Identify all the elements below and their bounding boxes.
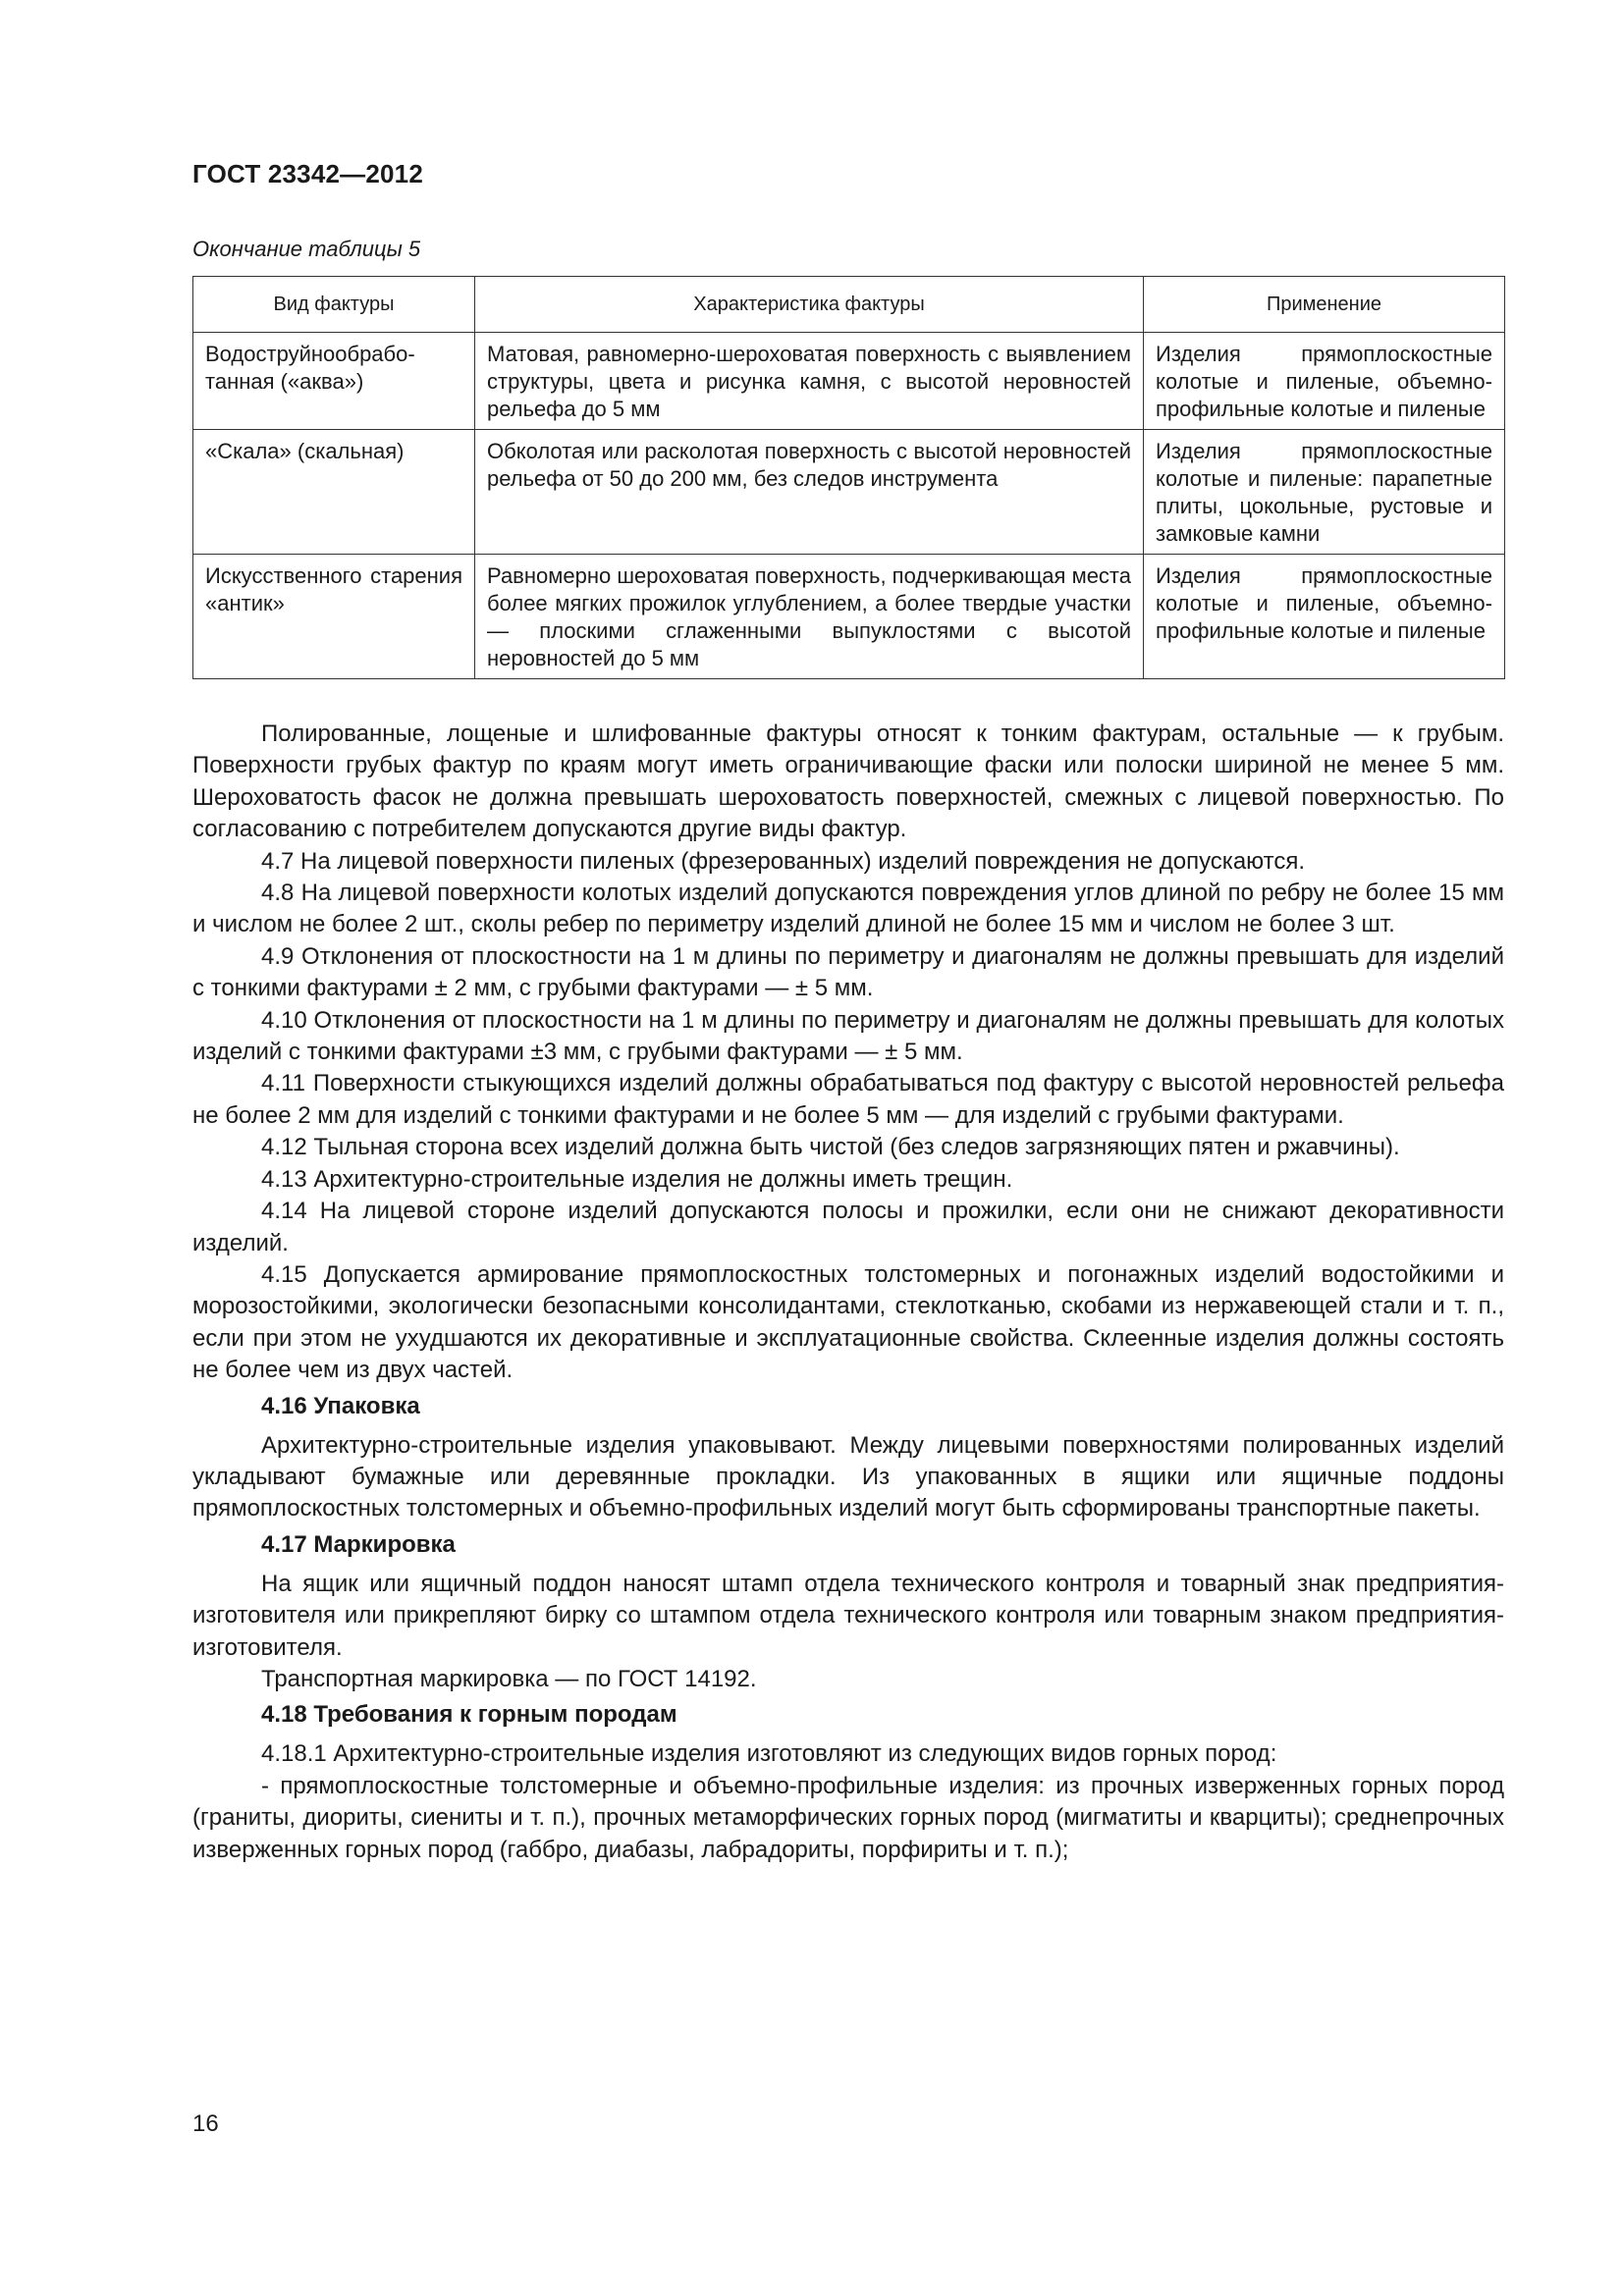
table-row	[193, 333, 1505, 430]
texture-type-cell: Искусственного старения «антик»	[193, 555, 475, 679]
section-heading-rock-requirements: 4.18 Требования к горным породам	[261, 1701, 677, 1729]
texture-characteristic-cell: Обколотая или расколотая поверхность с высотой неровностей рельефа от 50 до 200 мм, без следов инструмента	[475, 430, 1144, 555]
document-code-header: ГОСТ 23342—2012	[192, 159, 423, 188]
column-header: Вид фактуры	[193, 277, 475, 333]
texture-characteristic-cell: Равномерно шероховатая поверхность, подчеркивающая места более мягких прожилок углублением, а более твердые участки — плоскими сглаженными выпуклостями с высотой неровностей до 5 мм	[475, 555, 1144, 679]
paragraph-4-13: 4.13 Архитектурно-строительные изделия не должны иметь трещин.	[261, 1165, 1013, 1193]
column-header: Характеристика фактуры	[475, 277, 1144, 333]
paragraph-4-15: 4.15 Допускается армирование прямоплоскостных толстомерных и погонажных изделий водостойкими и морозостойкими, экологически безопасными консолидантами, стеклотканью, скобами из нержавеющей стали и т. п., если при этом не ухудшаются их декоративные и эксплуатационные свойства. Склеенные изделия должны состоять не более чем из двух частей.	[192, 1260, 1504, 1384]
texture-type-cell: «Скала» (скальная)	[193, 430, 475, 555]
paragraph-4-18-1: 4.18.1 Архитектурно-строительные изделия изготовляют из следующих видов горных пород:	[261, 1740, 1277, 1768]
paragraph-4-9: 4.9 Отклонения от плоскостности на 1 м длины по периметру и диагоналям не должны превышать для изделий с тонкими фактурами ± 2 мм, с грубыми фактурами — ± 5 мм.	[192, 942, 1504, 1002]
texture-application-cell: Изделия прямоплоскостные колотые и пиленые: парапетные плиты, цокольные, рустовые и замковые камни	[1144, 430, 1505, 555]
column-header: Применение	[1144, 277, 1505, 333]
table-row	[193, 555, 1505, 679]
paragraph-4-11: 4.11 Поверхности стыкующихся изделий должны обрабатываться под фактуру с высотой неровностей рельефа не более 2 мм для изделий с тонкими фактурами и не более 5 мм — для изделий с грубыми фактурами.	[192, 1070, 1504, 1129]
paragraph-texture-notes: Полированные, лощеные и шлифованные фактуры относят к тонким фактурам, остальные — к грубым. Поверхности грубых фактур по краям могут иметь ограничивающие фаски или полоски шириной не менее 5 мм. Шероховатость фасок не должна превышать шероховатость поверхностей, смежных с лицевой поверхностью. По согласованию с потребителем допускаются другие виды фактур.	[192, 721, 1504, 843]
table-row	[193, 430, 1505, 555]
section-heading-packaging: 4.16 Упаковка	[261, 1392, 420, 1419]
paragraph-4-12: 4.12 Тыльная сторона всех изделий должна быть чистой (без следов загрязняющих пятен и ржавчины).	[261, 1134, 1400, 1161]
texture-characteristic-cell: Матовая, равномерно-шероховатая поверхность с выявлением структуры, цвета и рисунка камня, с высотой неровностей рельефа до 5 мм	[475, 333, 1144, 430]
paragraph-4-8: 4.8 На лицевой поверхности колотых изделий допускаются повреждения углов длиной по ребру не более 15 мм и числом не более 2 шт., сколы ребер по периметру изделий длиной не более 15 мм и числом не более 3 шт.	[192, 880, 1504, 938]
document-page	[192, 147, 1504, 1866]
texture-table	[192, 276, 1505, 679]
paragraph-4-14: 4.14 На лицевой стороне изделий допускаются полосы и прожилки, если они не снижают декоративности изделий.	[192, 1198, 1504, 1256]
table-header-row	[193, 277, 1505, 333]
section-heading-marking: 4.17 Маркировка	[261, 1530, 456, 1558]
document-body	[192, 719, 1504, 1866]
paragraph-4-16: Архитектурно-строительные изделия упаковывают. Между лицевыми поверхностями полированных изделий укладывают бумажные или деревянные прокладки. Из упакованных в ящики или ящичные поддоны прямоплоскостных толстомерных и объемно-профильных изделий могут быть сформированы транспортные пакеты.	[192, 1431, 1504, 1522]
paragraph-4-7: 4.7 На лицевой поверхности пиленых (фрезерованных) изделий повреждения не допускаются.	[261, 847, 1306, 875]
texture-application-cell: Изделия прямоплоскостные колотые и пиленые, объемно-профильные колотые и пиленые	[1144, 333, 1505, 430]
texture-application-cell: Изделия прямоплоскостные колотые и пиленые, объемно-профильные колотые и пиленые	[1144, 555, 1505, 679]
paragraph-4-17-transport: Транспортная маркировка — по ГОСТ 14192.	[261, 1665, 757, 1692]
page-number: 16	[192, 2110, 219, 2137]
paragraph-4-10: 4.10 Отклонения от плоскостности на 1 м длины по периметру и диагоналям не должны превышать для колотых изделий с тонкими фактурами ±3 мм, с грубыми фактурами — ± 5 мм.	[192, 1006, 1504, 1066]
texture-type-cell: Водоструйнообработанная («аква»)	[193, 333, 475, 430]
paragraph-4-17-stamp: На ящик или ящичный поддон наносят штамп отдела технического контроля и товарный знак предприятия-изготовителя или прикрепляют бирку со штампом отдела технического контроля или товарным знаком предприятия-изготовителя.	[192, 1570, 1504, 1661]
table-caption: Окончание таблицы 5	[192, 237, 421, 261]
list-item-rock-types: - прямоплоскостные толстомерные и объемно-профильные изделия: из прочных изверженных горных пород (граниты, диориты, сиениты и т. п.), прочных метаморфических горных пород (мигматиты и кварциты); среднепрочных изверженных горных пород (габбро, диабазы, лабрадориты, порфириты и т. п.);	[192, 1772, 1504, 1863]
